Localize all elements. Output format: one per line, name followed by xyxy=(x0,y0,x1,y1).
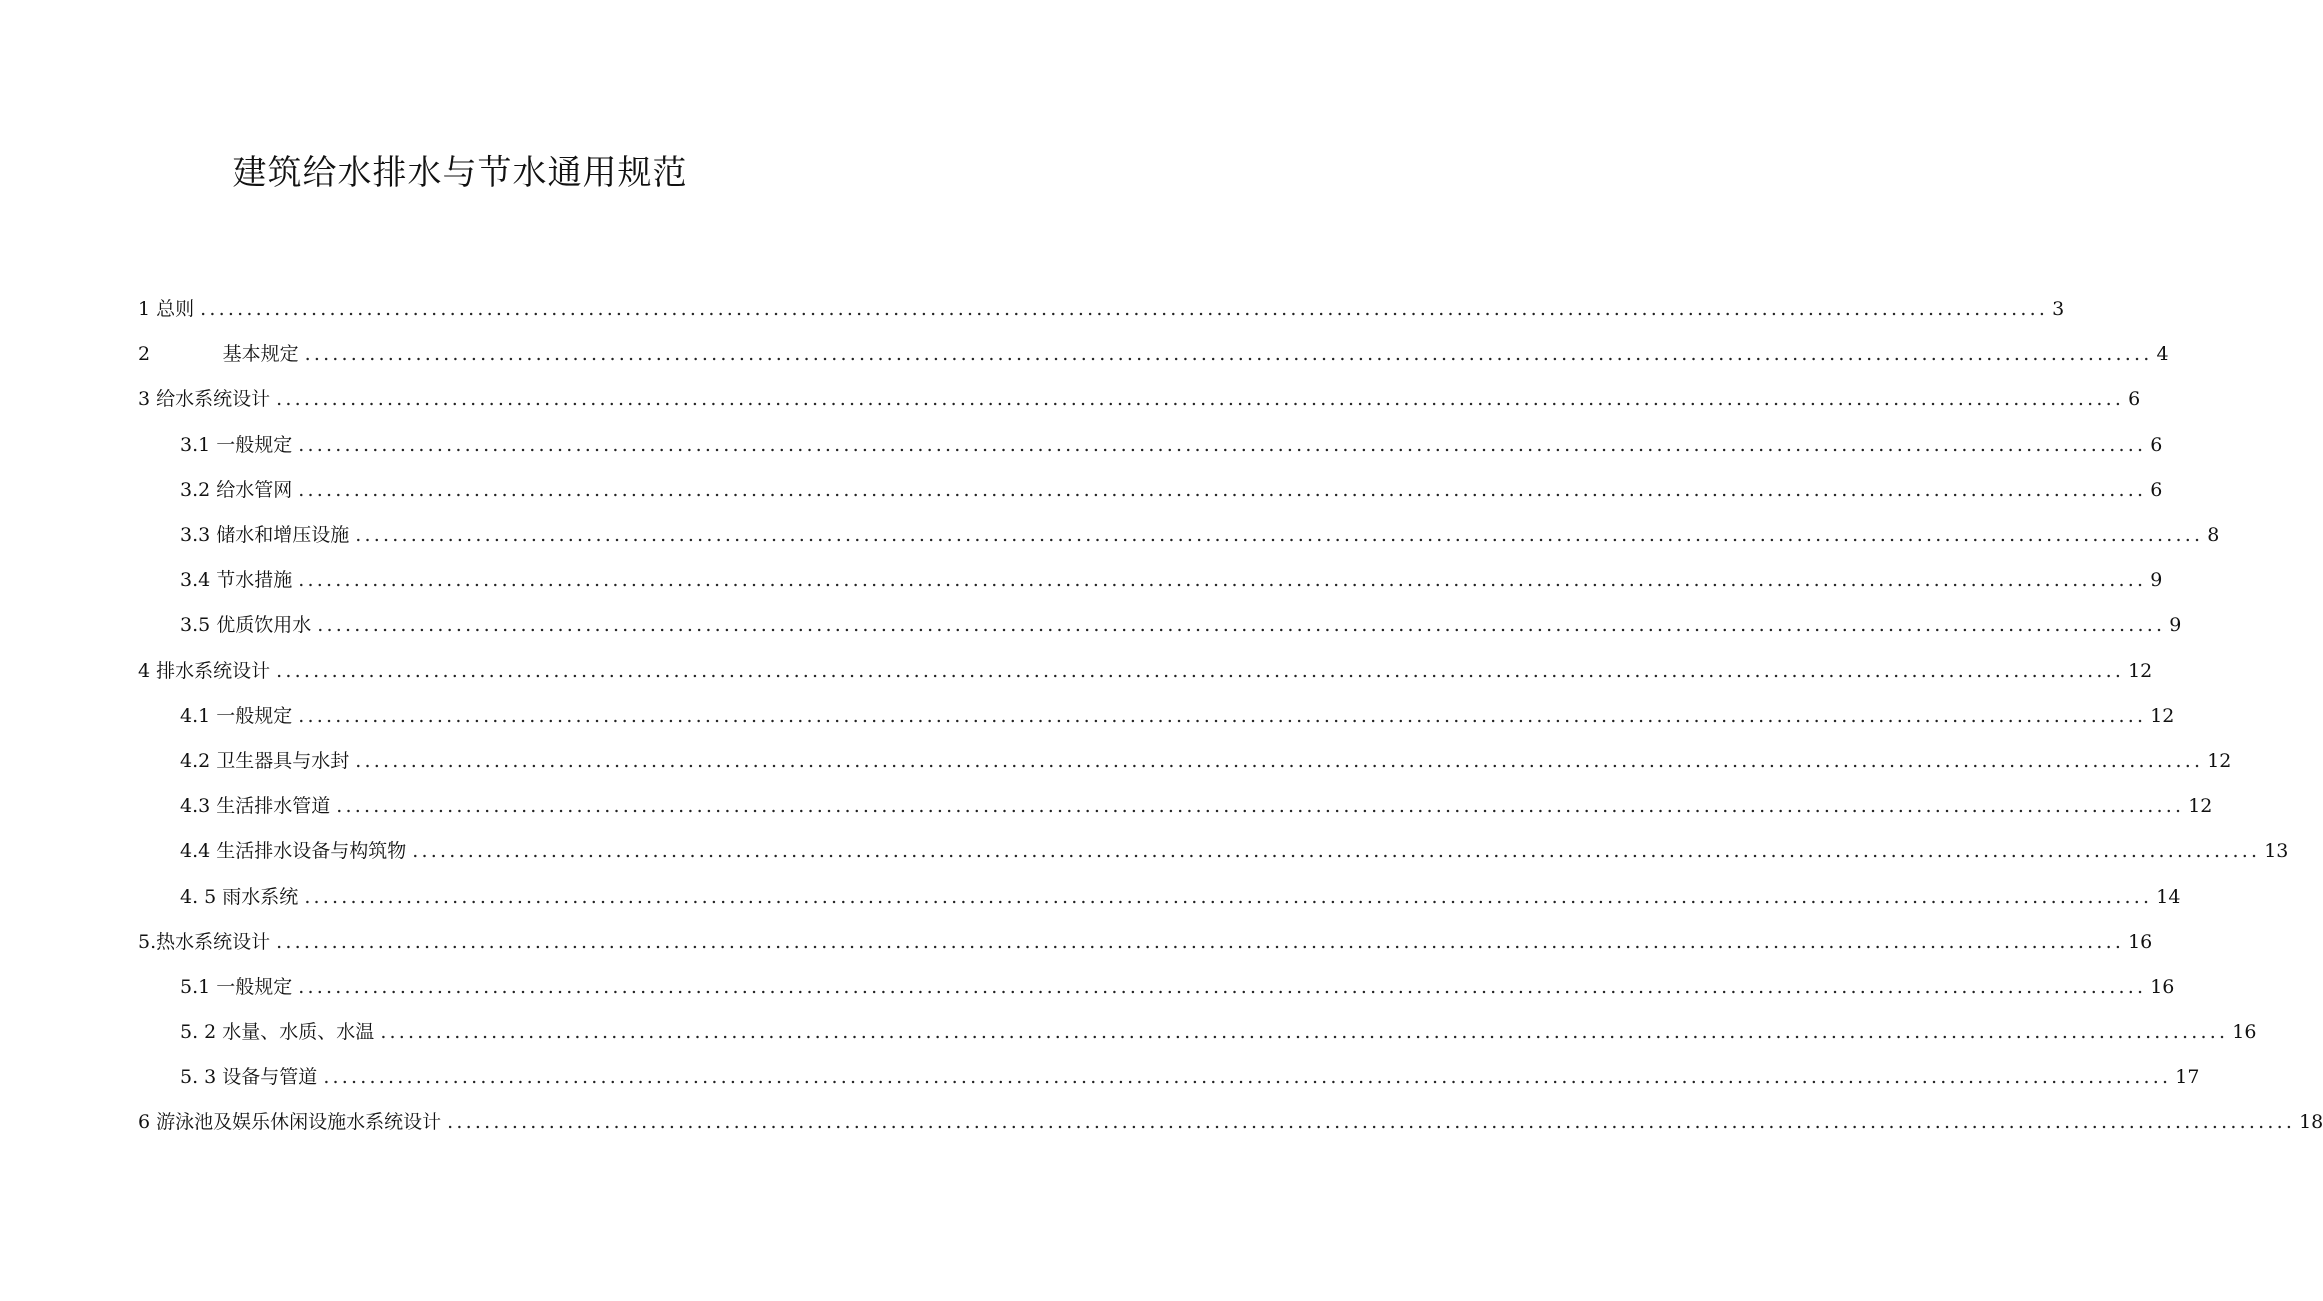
toc-entry-page-number: 6 xyxy=(2128,388,2141,411)
toc-entry-label: 游泳池及娱乐休闲设施水系统设计 xyxy=(156,1111,442,1134)
toc-entry-page-number: 17 xyxy=(2175,1066,2200,1089)
toc-entry-number: 3.2 xyxy=(180,478,217,501)
toc-entry-label: 给水管网 xyxy=(216,478,293,501)
toc-entry[interactable] xyxy=(138,603,2182,648)
toc-entry-page-number: 8 xyxy=(2207,524,2220,547)
toc-entry-label: 一般规定 xyxy=(216,704,293,727)
toc-entry-label: 一般规定 xyxy=(216,975,293,998)
toc-entry[interactable] xyxy=(138,287,2065,332)
toc-dot-leader: ........................................................................................................................................................................................................ xyxy=(298,975,2147,998)
toc-entry-page-number: 16 xyxy=(2232,1021,2257,1044)
toc-entry-label: 水量、水质、水温 xyxy=(222,1021,375,1044)
toc-entry-number: 4.3 xyxy=(180,795,217,818)
toc-entry-page-number: 6 xyxy=(2150,478,2163,501)
toc-entry-label: 优质饮用水 xyxy=(216,614,312,637)
toc-entry[interactable] xyxy=(138,649,2153,694)
toc-entry-label: 储水和增压设施 xyxy=(216,524,350,547)
toc-dot-leader: ........................................................................................................................................................................................................ xyxy=(380,1021,2229,1044)
toc-entry-number: 5. xyxy=(138,930,157,953)
toc-entry[interactable] xyxy=(138,965,2175,1010)
toc-entry[interactable] xyxy=(138,920,2153,965)
toc-entry-label: 总则 xyxy=(156,298,195,321)
toc-entry-page-number: 6 xyxy=(2150,433,2163,456)
toc-dot-leader: ........................................................................................................................................................................................................ xyxy=(323,1066,2172,1089)
toc-dot-leader: ........................................................................................................................................................................................................ xyxy=(298,569,2147,592)
toc-entry[interactable] xyxy=(138,694,2175,739)
toc-entry[interactable] xyxy=(138,874,2181,919)
toc-entry-number: 3.1 xyxy=(180,433,217,456)
toc-entry-page-number: 12 xyxy=(2188,795,2213,818)
toc-entry-number: 6 xyxy=(138,1111,157,1134)
toc-entry[interactable] xyxy=(138,1010,2257,1055)
toc-entry-label: 热水系统设计 xyxy=(156,930,271,953)
toc-dot-leader: ........................................................................................................................................................................................................ xyxy=(298,433,2147,456)
toc-entry-number: 5.1 xyxy=(180,975,217,998)
toc-entry-label: 给水系统设计 xyxy=(156,388,271,411)
toc-entry[interactable] xyxy=(138,784,2213,829)
toc-entry-number: 4 xyxy=(138,659,157,682)
toc-dot-leader: ........................................................................................................................................................................................................ xyxy=(336,795,2185,818)
toc-entry-label: 基本规定 xyxy=(222,343,299,366)
toc-dot-leader: ........................................................................................................................................................................................................ xyxy=(276,659,2125,682)
toc-entry-label: 生活排水管道 xyxy=(216,795,331,818)
toc-entry-page-number: 4 xyxy=(2156,343,2169,366)
table-of-contents xyxy=(138,287,2323,1146)
toc-dot-leader: ........................................................................................................................................................................................................ xyxy=(447,1111,2296,1134)
toc-entry-page-number: 16 xyxy=(2128,930,2153,953)
toc-entry-label: 卫生器具与水封 xyxy=(216,749,350,772)
toc-dot-leader: ........................................................................................................................................................................................................ xyxy=(298,478,2147,501)
toc-entry[interactable] xyxy=(138,558,2163,603)
toc-entry-page-number: 13 xyxy=(2264,840,2289,863)
toc-dot-leader: ........................................................................................................................................................................................................ xyxy=(304,343,2153,366)
toc-entry-label: 雨水系统 xyxy=(222,885,299,908)
toc-dot-leader: ........................................................................................................................................................................................................ xyxy=(317,614,2166,637)
toc-entry-number: 4.1 xyxy=(180,704,217,727)
toc-entry[interactable] xyxy=(138,423,2163,468)
toc-entry-page-number: 3 xyxy=(2052,298,2065,321)
toc-entry-number: 4.4 xyxy=(180,840,217,863)
toc-entry-number: 3.3 xyxy=(180,524,217,547)
toc-entry[interactable] xyxy=(138,468,2163,513)
toc-entry-page-number: 16 xyxy=(2150,975,2175,998)
toc-entry[interactable] xyxy=(138,1100,2323,1145)
toc-entry-number: 4. 5 xyxy=(180,885,223,908)
toc-entry-page-number: 12 xyxy=(2150,704,2175,727)
toc-entry[interactable] xyxy=(138,377,2141,422)
toc-entry-number: 3.5 xyxy=(180,614,217,637)
toc-dot-leader: ........................................................................................................................................................................................................ xyxy=(276,930,2125,953)
toc-entry-label: 设备与管道 xyxy=(222,1066,318,1089)
toc-entry-page-number: 9 xyxy=(2169,614,2182,637)
toc-entry-number: 1 xyxy=(138,298,157,321)
toc-entry-label: 节水措施 xyxy=(216,569,293,592)
toc-entry-page-number: 14 xyxy=(2156,885,2181,908)
toc-entry[interactable] xyxy=(138,1055,2200,1100)
toc-entry-label: 生活排水设备与构筑物 xyxy=(216,840,407,863)
toc-entry-number: 3 xyxy=(138,388,157,411)
toc-entry-page-number: 12 xyxy=(2128,659,2153,682)
toc-entry-number: 2 xyxy=(138,343,223,366)
toc-entry[interactable] xyxy=(138,332,2169,377)
toc-entry-number: 5. 2 xyxy=(180,1021,223,1044)
toc-entry-number: 5. 3 xyxy=(180,1066,223,1089)
toc-dot-leader: ........................................................................................................................................................................................................ xyxy=(355,524,2204,547)
toc-entry-number: 4.2 xyxy=(180,749,217,772)
toc-dot-leader: ........................................................................................................................................................................................................ xyxy=(200,298,2049,321)
toc-entry-page-number: 12 xyxy=(2207,749,2232,772)
toc-dot-leader: ........................................................................................................................................................................................................ xyxy=(355,749,2204,772)
toc-entry-page-number: 9 xyxy=(2150,569,2163,592)
toc-entry-label: 一般规定 xyxy=(216,433,293,456)
toc-entry-number: 3.4 xyxy=(180,569,217,592)
toc-entry[interactable] xyxy=(138,829,2289,874)
toc-dot-leader: ........................................................................................................................................................................................................ xyxy=(304,885,2153,908)
toc-entry-label: 排水系统设计 xyxy=(156,659,271,682)
toc-entry[interactable] xyxy=(138,513,2220,558)
toc-dot-leader: ........................................................................................................................................................................................................ xyxy=(298,704,2147,727)
document-title: 建筑给水排水与节水通用规范 xyxy=(232,152,688,193)
toc-entry-page-number: 18 xyxy=(2299,1111,2323,1134)
toc-entry[interactable] xyxy=(138,739,2232,784)
toc-dot-leader: ........................................................................................................................................................................................................ xyxy=(412,840,2261,863)
toc-dot-leader: ........................................................................................................................................................................................................ xyxy=(276,388,2125,411)
